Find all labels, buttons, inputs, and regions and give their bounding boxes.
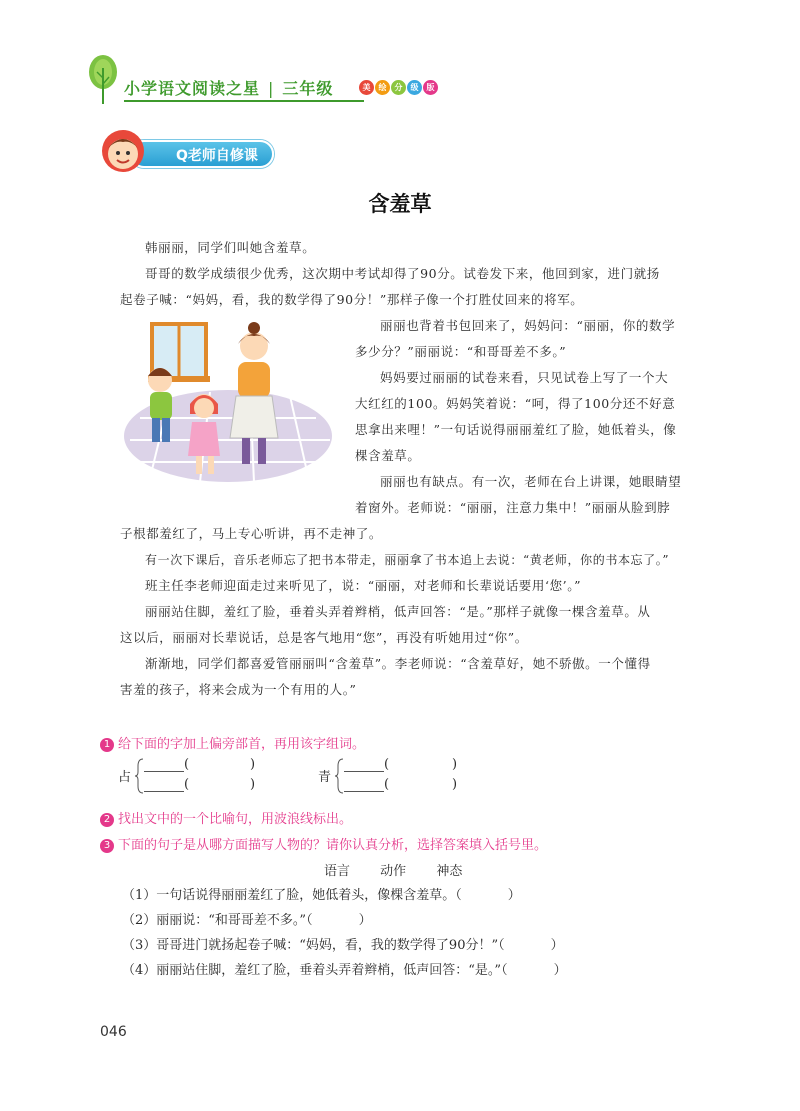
edition-badge: 美 xyxy=(359,80,374,95)
passage-title: 含羞草 xyxy=(368,191,432,216)
passage-paragraph: 班主任李老师迎面走过来听见了，说：“丽丽，对老师和长辈说话要用‘您’。” xyxy=(145,578,582,593)
question-item xyxy=(122,886,521,906)
question-item-text: （3）哥哥进门就扬起卷子喊：“妈妈，看，我的数学得了90分！”（ xyxy=(122,938,505,953)
close-paren: ) xyxy=(250,777,256,792)
answer-blank[interactable] xyxy=(344,771,384,772)
close-paren: ） xyxy=(358,913,372,928)
question-item xyxy=(122,911,372,931)
question-3 xyxy=(100,834,547,853)
question-2 xyxy=(100,808,352,827)
question-number: 1 xyxy=(100,738,114,752)
passage-line: 思拿出来哩！”一句话说得丽丽羞红了脸，她低着头，像 xyxy=(355,422,677,437)
book-header xyxy=(84,54,464,106)
answer-blank[interactable] xyxy=(344,791,384,792)
answer-blank[interactable] xyxy=(144,771,184,772)
close-paren: ） xyxy=(550,938,564,953)
passage-paragraph: 韩丽丽，同学们叫她含羞草。 xyxy=(145,240,316,255)
open-paren: ( xyxy=(384,757,390,772)
passage-line: 子根都羞红了，马上专心听讲，再不走神了。 xyxy=(120,526,383,541)
passage-line: 妈妈要过丽丽的试卷来看，只见试卷上写了一个大 xyxy=(380,370,669,385)
close-paren: ） xyxy=(553,963,567,978)
teacher-face-icon xyxy=(100,128,146,174)
close-paren: ) xyxy=(250,757,256,772)
edition-badge: 分 xyxy=(391,80,406,95)
passage-line: 丽丽站住脚，羞红了脸，垂着头弄着辫梢，低声回答：“是。”那样子就像一棵含羞草。从 xyxy=(145,604,651,619)
passage-line: 丽丽也背着书包回来了，妈妈问：“丽丽，你的数学 xyxy=(380,318,676,333)
question-item xyxy=(122,936,564,956)
question-1 xyxy=(100,733,365,752)
close-paren: ) xyxy=(452,757,458,772)
grade-label: 三年级 xyxy=(282,79,334,98)
passage-line: 大红红的100。妈妈笑着说：“呵，得了100分还不好意 xyxy=(355,396,676,411)
section-tag xyxy=(100,128,276,174)
choice-option: 神态 xyxy=(436,864,463,879)
header-underline xyxy=(124,100,364,102)
passage-paragraph: 有一次下课后，音乐老师忘了把书本带走，丽丽拿了书本追上去说：“黄老师，你的书本忘了。” xyxy=(145,553,670,567)
choice-option: 语言 xyxy=(324,864,351,879)
passage-line: 起卷子喊：“妈妈，看，我的数学得了90分！”那样子像一个打胜仗回来的将军。 xyxy=(120,292,584,307)
page-number: 046 xyxy=(100,1024,127,1040)
edition-badge: 版 xyxy=(423,80,438,95)
question-number: 3 xyxy=(100,839,114,853)
section-tag-label: Q老师自修课 xyxy=(176,148,258,164)
question-text: 找出文中的一个比喻句，用波浪线标出。 xyxy=(118,812,353,827)
close-paren: ) xyxy=(452,777,458,792)
brace-icon xyxy=(334,758,344,794)
series-title xyxy=(124,76,333,99)
choice-option: 动作 xyxy=(380,864,407,879)
question-text: 给下面的字加上偏旁部首，再用该字组词。 xyxy=(118,737,366,752)
passage-line: 这以后，丽丽对长辈说话，总是客气地用“您”，再没有听她用过“你”。 xyxy=(120,630,528,645)
question-item-text: （2）丽丽说：“和哥哥差不多。”（ xyxy=(122,913,313,928)
question-item-text: （4）丽丽站住脚，羞红了脸，垂着头弄着辫梢，低声回答：“是。”（ xyxy=(122,963,508,978)
passage-line: 多少分？”丽丽说：“和哥哥差不多。” xyxy=(355,344,567,359)
answer-blank[interactable] xyxy=(144,791,184,792)
close-paren: ） xyxy=(507,888,521,903)
passage-line: 哥哥的数学成绩很少优秀，这次期中考试却得了90分。试卷发下来，他回到家，进门就扬 xyxy=(145,266,660,281)
question-item-text: （1）一句话说得丽丽羞红了脸，她低着头，像棵含羞草。（ xyxy=(122,888,462,903)
question-text: 下面的句子是从哪方面描写人物的？请你认真分析，选择答案填入括号里。 xyxy=(118,838,548,853)
edition-badge: 绘 xyxy=(375,80,390,95)
passage-line: 着窗外。老师说：“丽丽，注意力集中！”丽丽从脸到脖 xyxy=(355,500,671,515)
passage-line: 棵含羞草。 xyxy=(355,448,421,463)
question-item xyxy=(122,961,567,981)
title-separator: | xyxy=(268,79,275,98)
question-number: 2 xyxy=(100,813,114,827)
passage-line: 渐渐地，同学们都喜爱管丽丽叫“含羞草”。李老师说：“含羞草好，她不骄傲。一个懂得 xyxy=(145,656,651,671)
section-tag-pill xyxy=(130,140,274,168)
passage-line: 害羞的孩子，将来会成为一个有用的人。” xyxy=(120,682,357,697)
edition-badge: 级 xyxy=(407,80,422,95)
open-paren: ( xyxy=(384,777,390,792)
answer-choices xyxy=(324,860,488,879)
open-paren: ( xyxy=(184,777,190,792)
exercise-char: 青 xyxy=(318,770,332,785)
open-paren: ( xyxy=(184,757,190,772)
passage-line: 丽丽也有缺点。有一次，老师在台上讲课，她眼睛望 xyxy=(380,474,682,489)
brace-icon xyxy=(134,758,144,794)
family-illustration xyxy=(120,318,342,490)
edition-badges xyxy=(359,80,438,95)
series-name: 小学语文阅读之星 xyxy=(124,79,261,98)
tree-icon xyxy=(86,54,120,104)
exercise-char: 占 xyxy=(118,770,132,785)
